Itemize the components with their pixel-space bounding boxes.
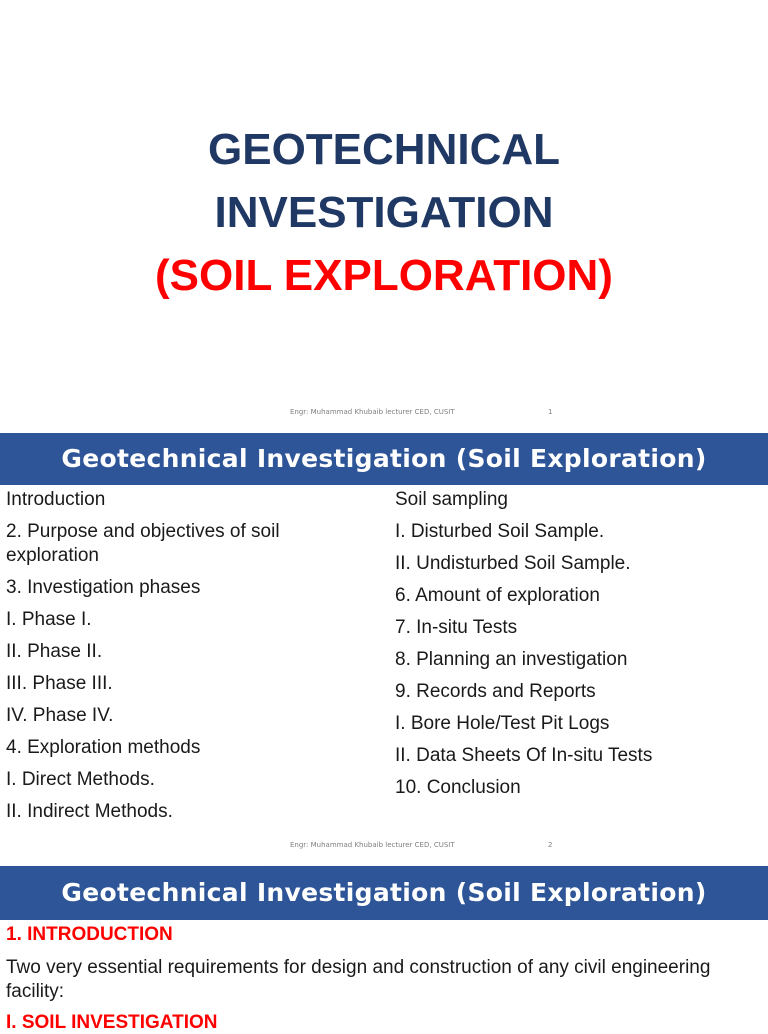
list-item: Introduction — [6, 489, 106, 510]
list-item: I. Direct Methods. — [6, 769, 155, 790]
contents-left-column — [6, 488, 346, 832]
slide-header-bar: Geotechnical Investigation (Soil Exploration) — [0, 433, 768, 485]
sub-heading: I. SOIL INVESTIGATION — [6, 1012, 218, 1033]
list-item: 7. In-situ Tests — [395, 617, 518, 638]
list-item: 9. Records and Reports — [395, 681, 596, 702]
slide-footer: Engr: Muhammad Khubaib lecturer CED, CUSIT — [290, 408, 455, 416]
list-item: I. Disturbed Soil Sample. — [395, 521, 605, 542]
slide-title — [0, 118, 768, 307]
title-line-2: INVESTIGATION — [214, 188, 554, 237]
page-number: 2 — [548, 841, 553, 849]
list-item: 4. Exploration methods — [6, 737, 201, 758]
page-number: 1 — [548, 408, 553, 416]
title-line-3: (SOIL EXPLORATION) — [155, 251, 613, 300]
list-item: II. Undisturbed Soil Sample. — [395, 553, 631, 574]
slide-footer: Engr: Muhammad Khubaib lecturer CED, CUSIT — [290, 841, 455, 849]
list-item: I. Phase I. — [6, 609, 92, 630]
list-item: II. Data Sheets Of In-situ Tests — [395, 745, 653, 766]
list-item: 6. Amount of exploration — [395, 585, 600, 606]
list-item: 10. Conclusion — [395, 777, 521, 798]
section-heading: 1. INTRODUCTION — [6, 924, 173, 945]
title-slide — [0, 0, 768, 432]
list-item: Soil sampling — [395, 489, 508, 510]
list-item: 2. Purpose and objectives of soil exploration — [6, 521, 280, 566]
list-item: 8. Planning an investigation — [395, 649, 628, 670]
section-paragraph: Two very essential requirements for design and construction of any civil engineering facility: — [6, 957, 711, 1002]
list-item: 3. Investigation phases — [6, 577, 201, 598]
contents-right-column — [395, 488, 765, 808]
list-item: II. Phase II. — [6, 641, 103, 662]
slide-header-bar: Geotechnical Investigation (Soil Exploration) — [0, 866, 768, 920]
title-line-1: GEOTECHNICAL — [208, 125, 560, 174]
list-item: I. Bore Hole/Test Pit Logs — [395, 713, 610, 734]
list-item: II. Indirect Methods. — [6, 801, 173, 822]
list-item: IV. Phase IV. — [6, 705, 114, 726]
list-item: III. Phase III. — [6, 673, 113, 694]
